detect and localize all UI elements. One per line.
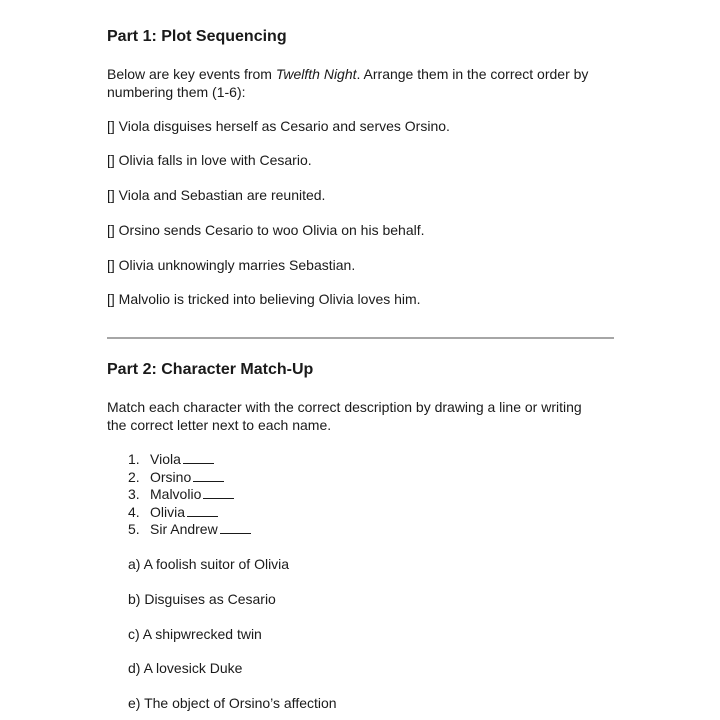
- character-name: Sir Andrew: [150, 521, 218, 537]
- part1-instructions: [107, 65, 588, 101]
- character-name: Olivia: [150, 503, 186, 520]
- event-item: [] Orsino sends Cesario to woo Olivia on his behalf.: [107, 222, 425, 238]
- event-item: [] Olivia unknowingly marries Sebastian.: [107, 257, 356, 273]
- answer-blank[interactable]: [220, 522, 251, 534]
- character-name: Viola: [150, 451, 181, 467]
- description-item: d) A lovesick Duke: [128, 660, 243, 676]
- character-name: Orsino: [150, 468, 192, 485]
- part1-instruction-line2: numbering them (1-6):: [107, 84, 246, 100]
- character-item: [128, 486, 251, 504]
- part1-instruction-line1: [107, 65, 588, 83]
- item-number: 1.: [128, 451, 140, 467]
- answer-blank[interactable]: [193, 470, 224, 482]
- character-list: [128, 451, 251, 539]
- answer-blank[interactable]: [187, 505, 218, 517]
- character-name: Malvolio: [150, 486, 202, 502]
- answer-blank[interactable]: [203, 487, 234, 499]
- character-item: [128, 469, 251, 487]
- instruction-text: . Arrange them in the correct order by: [356, 66, 589, 82]
- event-item: [] Viola disguises herself as Cesario and serves Orsino.: [107, 118, 450, 134]
- item-number: 4.: [128, 503, 140, 520]
- character-item: [128, 521, 251, 539]
- part2-instruction-line1: Match each character with the correct description by drawing a line or writing: [107, 399, 582, 415]
- part2-instruction-line2: the correct letter next to each name.: [107, 417, 332, 433]
- answer-blank[interactable]: [183, 452, 214, 464]
- description-item: b) Disguises as Cesario: [128, 591, 276, 607]
- item-number: 3.: [128, 486, 140, 502]
- item-number: 2.: [128, 468, 140, 485]
- event-item: [] Olivia falls in love with Cesario.: [107, 152, 312, 168]
- description-item: c) A shipwrecked twin: [128, 626, 262, 642]
- instruction-text: Below are key events from: [107, 66, 276, 82]
- part2-instructions: [107, 398, 582, 434]
- event-item: [] Malvolio is tricked into believing Olivia loves him.: [107, 291, 421, 307]
- event-item: [] Viola and Sebastian are reunited.: [107, 187, 326, 203]
- character-item: [128, 451, 251, 469]
- description-item: a) A foolish suitor of Olivia: [128, 556, 290, 572]
- character-item: [128, 504, 251, 522]
- play-title: Twelfth Night: [275, 66, 357, 82]
- item-number: 5.: [128, 521, 140, 537]
- section-divider: [107, 337, 614, 339]
- part1-heading: Part 1: Plot Sequencing: [107, 28, 287, 45]
- part2-heading: Part 2: Character Match-Up: [107, 361, 314, 378]
- description-item: e) The object of Orsino’s affection: [128, 695, 337, 711]
